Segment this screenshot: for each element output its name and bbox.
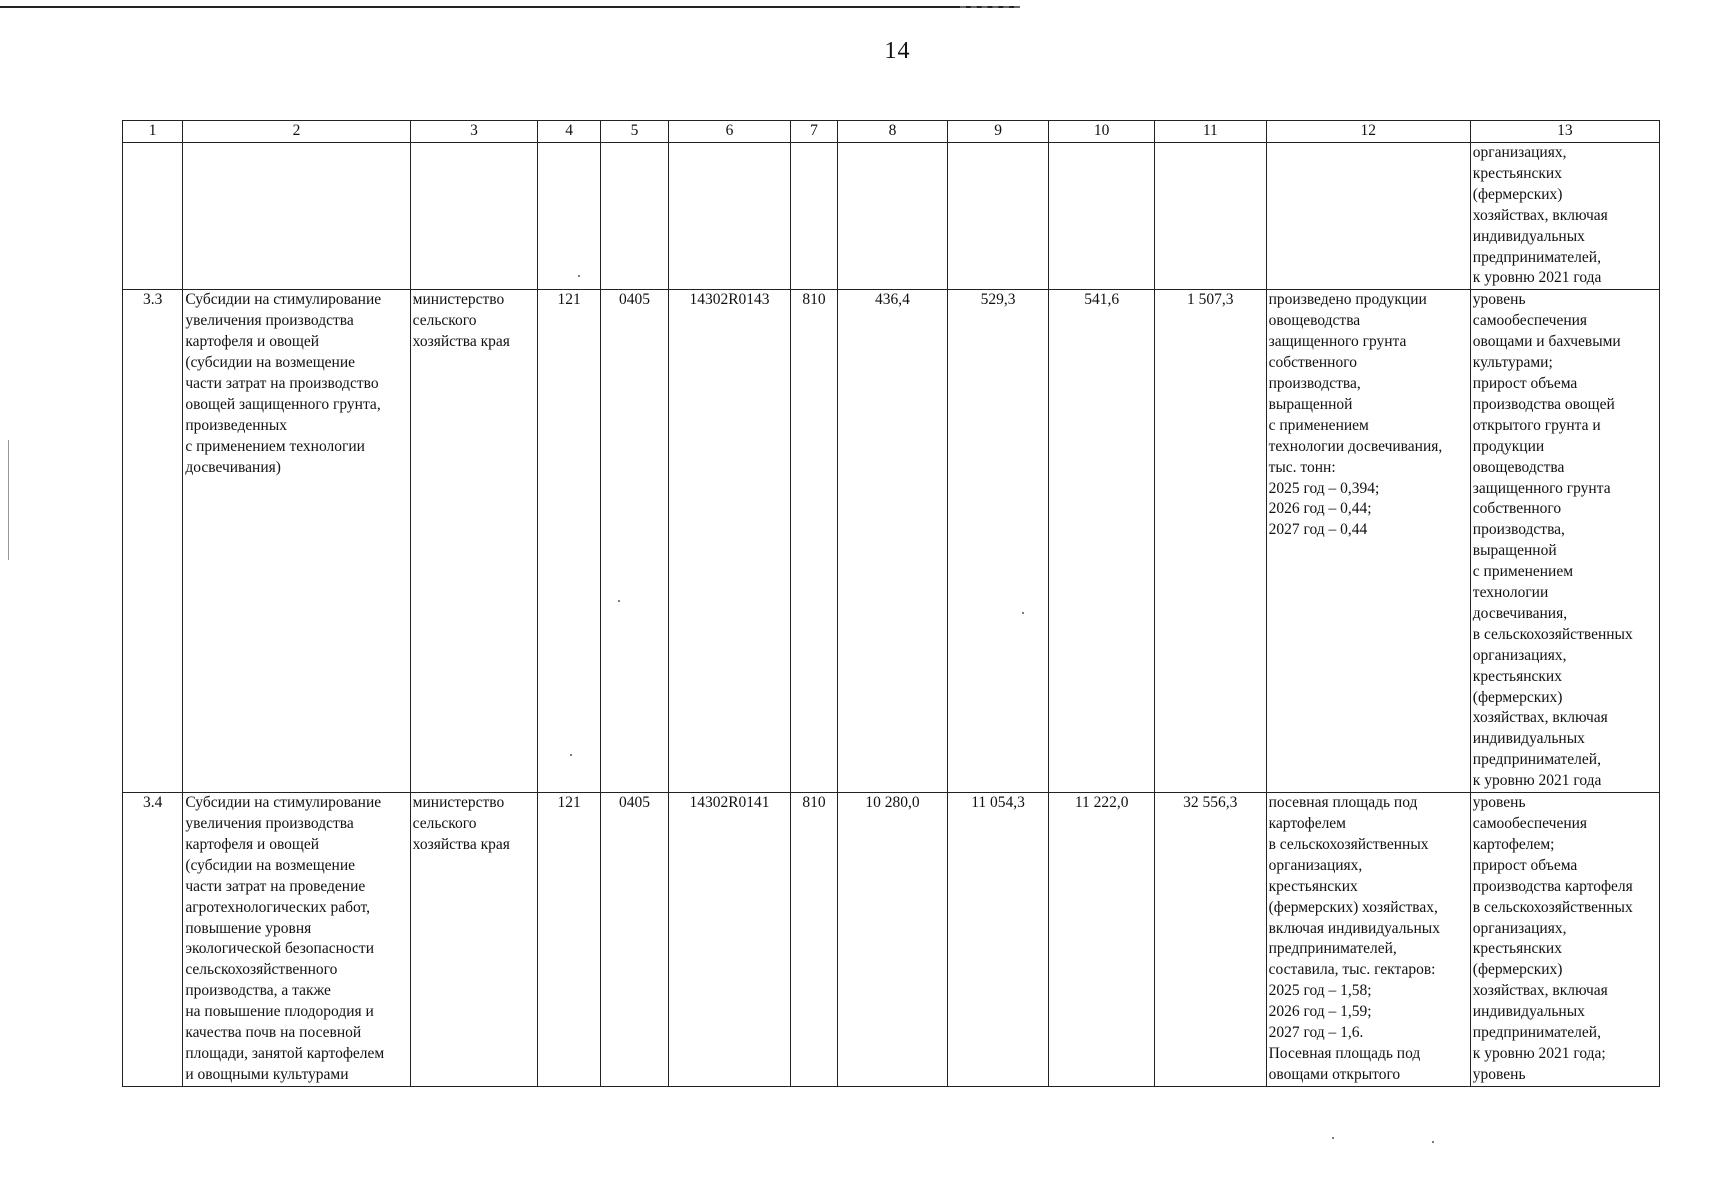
empty-cell xyxy=(1154,143,1266,290)
text-line: сельского xyxy=(412,312,477,330)
amount-2026: 11 054,3 xyxy=(947,793,1049,1087)
empty-cell xyxy=(538,143,600,290)
text-line: овощами и бахчевыми xyxy=(1472,333,1621,351)
result-indicator-cell xyxy=(1470,793,1659,1087)
col-header: 2 xyxy=(183,121,410,143)
col-header: 3 xyxy=(410,121,538,143)
target-article-code: 14302R0143 xyxy=(669,290,791,793)
text-line: (фермерских) хозяйствах, xyxy=(1268,898,1438,916)
col-header: 7 xyxy=(790,121,837,143)
text-line: производства, xyxy=(1472,521,1565,539)
empty-cell xyxy=(838,143,948,290)
text-line: в сельскохозяйственных xyxy=(1268,835,1429,853)
col-header: 10 xyxy=(1049,121,1155,143)
text-line: (субсидии на возмещение xyxy=(185,856,356,874)
text-line: министерство xyxy=(412,291,505,309)
text-line: произведено продукции xyxy=(1268,291,1427,309)
item-number: 3.4 xyxy=(123,793,183,1087)
empty-cell xyxy=(790,143,837,290)
text-line: хозяйствах, включая xyxy=(1472,982,1608,1000)
page-number: 14 xyxy=(884,38,911,64)
text-line: хозяйствах, включая xyxy=(1472,206,1608,224)
amount-2027: 541,6 xyxy=(1049,290,1155,793)
item-number: 3.3 xyxy=(123,290,183,793)
amount-2025: 10 280,0 xyxy=(838,793,948,1087)
target-article-code: 14302R0141 xyxy=(669,793,791,1087)
text-line: (фермерских) xyxy=(1472,185,1563,203)
text-line: (субсидии на возмещение xyxy=(185,354,356,372)
col-header: 13 xyxy=(1470,121,1659,143)
text-line: производства картофеля xyxy=(1472,877,1633,895)
text-line: продукции xyxy=(1472,437,1545,455)
text-line: картофелем; xyxy=(1472,835,1555,853)
expense-type-code: 810 xyxy=(790,793,837,1087)
text-line: крестьянских xyxy=(1268,877,1358,895)
text-line: тыс. тонн: xyxy=(1268,458,1336,476)
text-line: выращенной xyxy=(1472,542,1557,560)
text-line: повышение уровня xyxy=(185,919,312,937)
text-line: качества почв на посевной xyxy=(185,1024,362,1042)
amount-total: 32 556,3 xyxy=(1154,793,1266,1087)
text-line: индивидуальных xyxy=(1472,227,1585,245)
text-line: организациях, xyxy=(1472,919,1567,937)
empty-cell xyxy=(183,143,410,290)
col-header: 8 xyxy=(838,121,948,143)
text-line: самообеспечения xyxy=(1472,815,1588,832)
text-line: собственного xyxy=(1268,354,1357,372)
text-line: организациях, xyxy=(1472,646,1567,664)
text-line: производства, а также xyxy=(185,982,331,1000)
text-line: 2026 год – 1,59; xyxy=(1268,1003,1372,1021)
text-line: организациях, xyxy=(1268,856,1363,874)
result-indicator-cell xyxy=(1470,290,1659,793)
text-line: овощеводства xyxy=(1268,312,1361,330)
text-line: предпринимателей, xyxy=(1472,1024,1601,1042)
table-row xyxy=(123,290,1660,793)
top-rule xyxy=(0,6,1020,8)
text-line: к уровню 2021 года; xyxy=(1472,1044,1606,1062)
text-line: индивидуальных xyxy=(1472,730,1585,748)
empty-cell xyxy=(669,143,791,290)
text-line: овощами открытого xyxy=(1268,1065,1401,1083)
text-line: предпринимателей, xyxy=(1472,248,1601,266)
measure-name-cell xyxy=(183,290,410,793)
amount-2026: 529,3 xyxy=(947,290,1049,793)
empty-cell xyxy=(1266,143,1470,290)
text-line: технологии xyxy=(1472,584,1549,602)
column-number-row xyxy=(123,121,1660,143)
text-line: составила, тыс. гектаров: xyxy=(1268,961,1436,979)
expected-result-cell xyxy=(1266,793,1470,1087)
text-line: культурами; xyxy=(1472,354,1553,372)
empty-cell xyxy=(1049,143,1155,290)
text-line: открытого грунта и xyxy=(1472,416,1601,434)
text-line: предпринимателей, xyxy=(1472,751,1601,769)
text-line: досвечивания, xyxy=(1472,604,1568,622)
text-line: части затрат на производство xyxy=(185,374,379,392)
text-line: включая индивидуальных xyxy=(1268,919,1440,937)
text-line: хозяйства края xyxy=(412,835,510,853)
text-line: картофелем xyxy=(1268,815,1346,832)
executor-cell xyxy=(410,290,538,793)
text-line: 2026 год – 0,44; xyxy=(1268,500,1372,518)
text-line: в сельскохозяйственных xyxy=(1472,625,1633,643)
grbs-code: 121 xyxy=(538,793,600,1087)
text-line: картофеля и овощей xyxy=(185,835,320,853)
col-header: 5 xyxy=(600,121,668,143)
table-row xyxy=(123,793,1660,1087)
top-rule-tail xyxy=(960,6,1020,8)
text-line: хозяйствах, включая xyxy=(1472,709,1608,727)
text-line: сельского xyxy=(412,815,477,832)
text-line: предпринимателей, xyxy=(1268,940,1397,958)
text-line: в сельскохозяйственных xyxy=(1472,898,1633,916)
text-line: технологии досвечивания, xyxy=(1268,437,1443,455)
text-line: (фермерских) xyxy=(1472,688,1563,706)
text-line: 2025 год – 1,58; xyxy=(1268,982,1372,1000)
amount-2025: 436,4 xyxy=(838,290,948,793)
col-header: 12 xyxy=(1266,121,1470,143)
text-line: с применением технологии xyxy=(185,437,365,455)
result-indicator-cell xyxy=(1470,143,1659,290)
program-table xyxy=(122,120,1660,1087)
text-line: овощеводства xyxy=(1472,458,1565,476)
text-line: экологической безопасности xyxy=(185,940,374,958)
empty-cell xyxy=(123,143,183,290)
continuation-row xyxy=(123,143,1660,290)
text-line: организациях, xyxy=(1472,144,1567,161)
text-line: досвечивания) xyxy=(185,458,281,476)
text-line: самообеспечения xyxy=(1472,312,1588,330)
margin-mark xyxy=(8,440,9,560)
text-line: уровень xyxy=(1472,291,1526,309)
empty-cell xyxy=(947,143,1049,290)
col-header: 4 xyxy=(538,121,600,143)
text-line: (фермерских) xyxy=(1472,961,1563,979)
text-line: индивидуальных xyxy=(1472,1003,1585,1021)
text-line: посевная площадь под xyxy=(1268,794,1418,812)
col-header: 9 xyxy=(947,121,1049,143)
text-line: выращенной xyxy=(1268,395,1353,413)
text-line: картофеля и овощей xyxy=(185,333,320,351)
text-line: министерство xyxy=(412,794,505,812)
text-line: и овощными культурами xyxy=(185,1065,349,1083)
text-line: овощей защищенного грунта, xyxy=(185,395,381,413)
text-line: 2027 год – 1,6. xyxy=(1268,1024,1364,1042)
amount-2027: 11 222,0 xyxy=(1049,793,1155,1087)
text-line: площади, занятой картофелем xyxy=(185,1044,385,1062)
text-line: на повышение плодородия и xyxy=(185,1003,374,1021)
text-line: части затрат на проведение xyxy=(185,877,366,895)
text-line: защищенного грунта xyxy=(1472,479,1611,497)
empty-cell xyxy=(410,143,538,290)
text-line: 2025 год – 0,394; xyxy=(1268,479,1380,497)
executor-cell xyxy=(410,793,538,1087)
text-line: Посевная площадь под xyxy=(1268,1044,1421,1062)
text-line: прирост объема xyxy=(1472,856,1578,874)
text-line: производства овощей xyxy=(1472,395,1615,413)
expected-result-cell xyxy=(1266,290,1470,793)
section-code: 0405 xyxy=(600,290,668,793)
text-line: к уровню 2021 года xyxy=(1472,269,1602,287)
text-line: Субсидии на стимулирование xyxy=(185,794,382,812)
amount-total: 1 507,3 xyxy=(1154,290,1266,793)
text-line: крестьянских xyxy=(1472,667,1562,685)
text-line: крестьянских xyxy=(1472,940,1562,958)
section-code: 0405 xyxy=(600,793,668,1087)
col-header: 1 xyxy=(123,121,183,143)
text-line: Субсидии на стимулирование xyxy=(185,291,382,309)
measure-name-cell xyxy=(183,793,410,1087)
text-line: 2027 год – 0,44 xyxy=(1268,521,1368,539)
text-line: собственного xyxy=(1472,500,1562,518)
text-line: с применением xyxy=(1472,563,1574,581)
col-header: 6 xyxy=(669,121,791,143)
text-line: произведенных xyxy=(185,416,287,434)
text-line: агротехнологических работ, xyxy=(185,898,370,916)
text-line: сельскохозяйственного xyxy=(185,961,338,979)
text-line: увеличения производства xyxy=(185,312,354,330)
text-line: защищенного грунта xyxy=(1268,333,1407,351)
text-line: хозяйства края xyxy=(412,333,510,351)
text-line: прирост объема xyxy=(1472,374,1578,392)
col-header: 11 xyxy=(1154,121,1266,143)
text-line: уровень xyxy=(1472,794,1526,812)
text-line: увеличения производства xyxy=(185,815,354,832)
grbs-code: 121 xyxy=(538,290,600,793)
text-line: с применением xyxy=(1268,416,1369,434)
text-line: крестьянских xyxy=(1472,164,1562,182)
expense-type-code: 810 xyxy=(790,290,837,793)
text-line: уровень xyxy=(1472,1065,1526,1083)
text-line: производства, xyxy=(1268,374,1361,392)
text-line: к уровню 2021 года xyxy=(1472,772,1602,790)
empty-cell xyxy=(600,143,668,290)
